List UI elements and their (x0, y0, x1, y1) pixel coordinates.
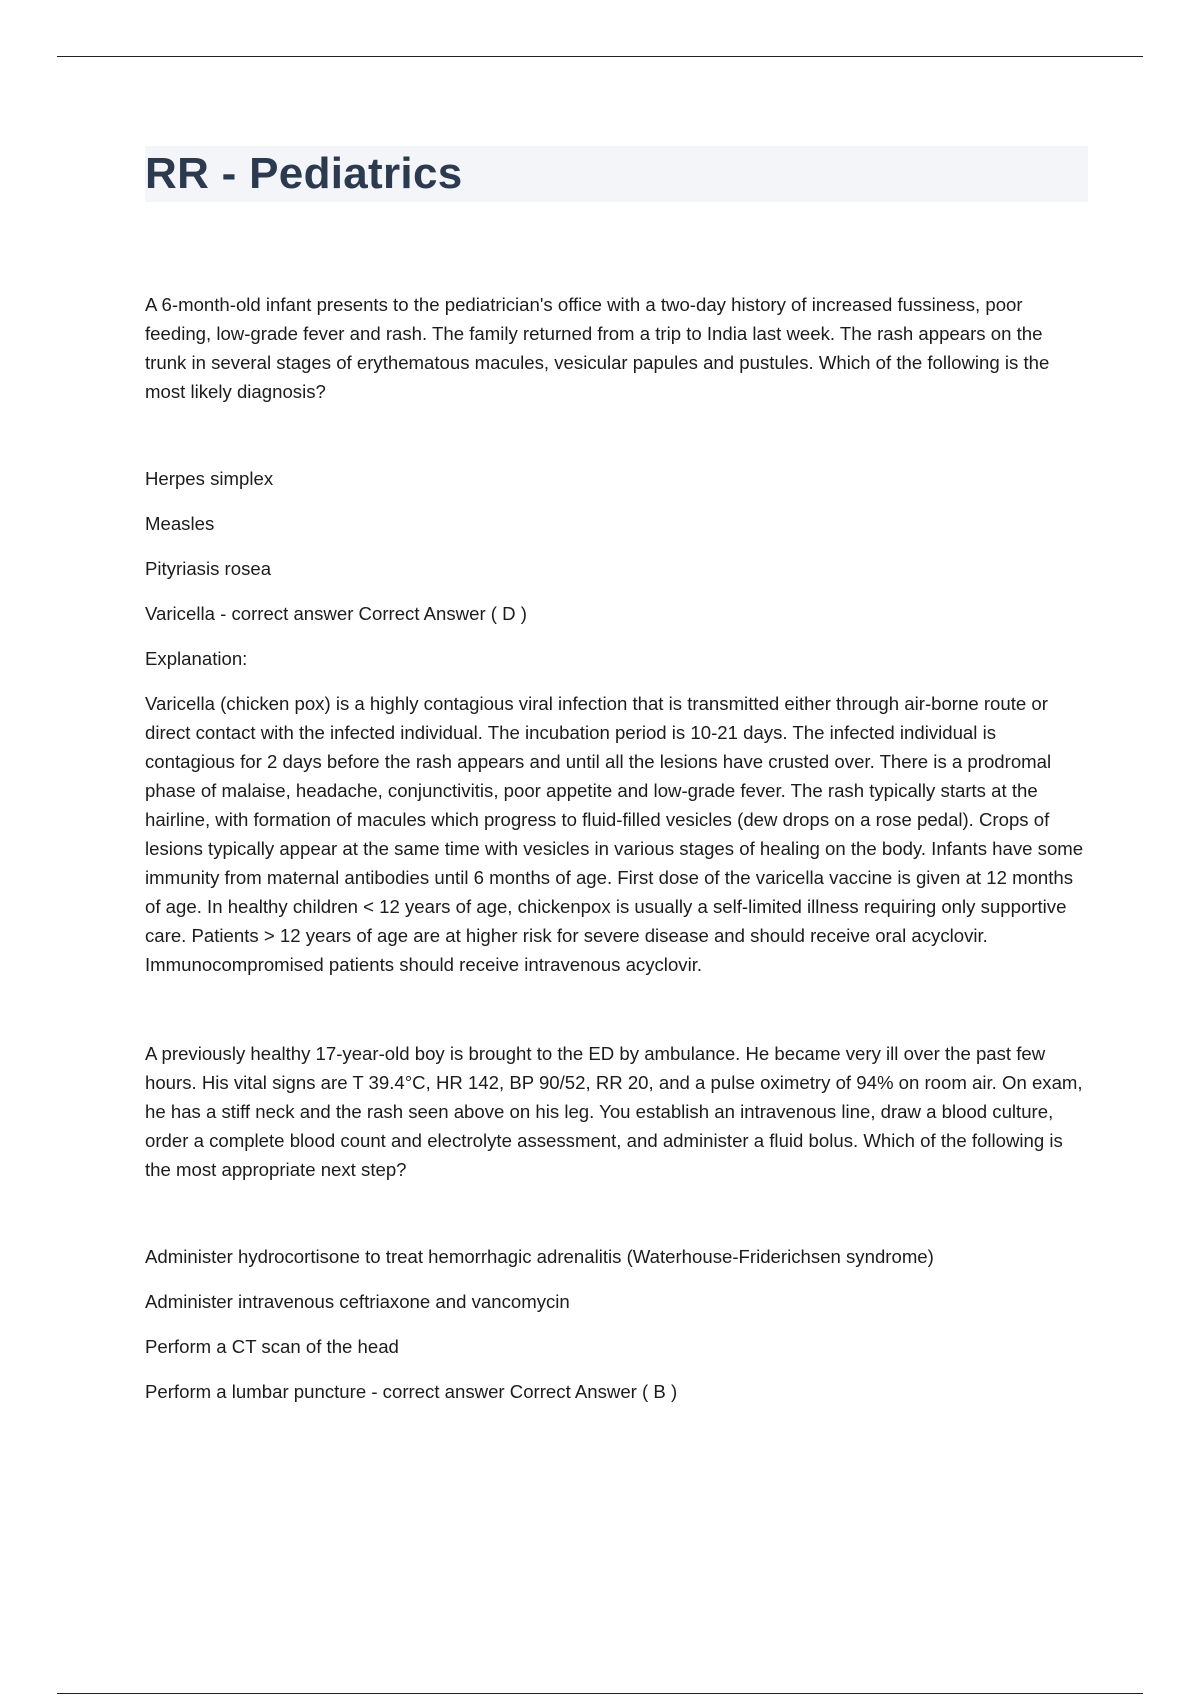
question-1-stem: A 6-month-old infant presents to the pediatrician's office with a two-day history of increased fussiness, poor feeding, low-grade fever and rash. The family returned from a trip to India last week. The rash appears on the trunk in several stages of erythematous macules, vesicular papules and pustules. Which of the following is the most likely diagnosis? (145, 294, 1050, 402)
title-band (145, 146, 1088, 202)
question-1-option-c: Pityriasis rosea (145, 558, 272, 579)
question-2-option-b: Administer intravenous ceftriaxone and vancomycin (145, 1291, 570, 1312)
question-2-option-c: Perform a CT scan of the head (145, 1336, 399, 1357)
question-1-option-b: Measles (145, 513, 215, 534)
question-2 (145, 1039, 1088, 1406)
question-2-option-d: Perform a lumbar puncture - correct answer Correct Answer ( B ) (145, 1381, 678, 1402)
question-1-explanation-label: Explanation: (145, 648, 248, 669)
bottom-rule (57, 1693, 1143, 1694)
question-2-stem: A previously healthy 17-year-old boy is brought to the ED by ambulance. He became very ill over the past few hours. His vital signs are T 39.4°C, HR 142, BP 90/52, RR 20, and a pulse oximetry of 94% on room air. On exam, he has a stiff neck and the rash seen above on his leg. You establish an intravenous line, draw a blood culture, order a complete blood count and electrolyte assessment, and administer a fluid bolus. Which of the following is the most appropriate next step? (145, 1043, 1083, 1180)
question-1-option-a: Herpes simplex (145, 468, 274, 489)
question-1-option-d: Varicella - correct answer Correct Answer ( D ) (145, 603, 527, 624)
document-title: RR - Pediatrics (145, 149, 463, 198)
document-body (145, 146, 1088, 1422)
question-1-explanation: Varicella (chicken pox) is a highly contagious viral infection that is transmitted either through air-borne route or direct contact with the infected individual. The incubation period is 10-21 days. The infected individual is contagious for 2 days before the rash appears and until all the lesions have crusted over. There is a prodromal phase of malaise, headache, conjunctivitis, poor appetite and low-grade fever. The rash typically starts at the hairline, with formation of macules which progress to fluid-filled vesicles (dew drops on a rose pedal). Crops of lesions typically appear at the same time with vesicles in various stages of healing on the body. Infants have some immunity from maternal antibodies until 6 months of age. First dose of the varicella vaccine is given at 12 months of age. In healthy children < 12 years of age, chickenpox is usually a self-limited illness requiring only supportive care. Patients > 12 years of age are at higher risk for severe disease and should receive oral acyclovir. Immunocompromised patients should receive intravenous acyclovir. (145, 693, 1084, 975)
question-2-option-a: Administer hydrocortisone to treat hemorrhagic adrenalitis (Waterhouse-Friderichsen syndrome) (145, 1246, 934, 1267)
top-rule (57, 56, 1143, 57)
question-1 (145, 290, 1088, 979)
